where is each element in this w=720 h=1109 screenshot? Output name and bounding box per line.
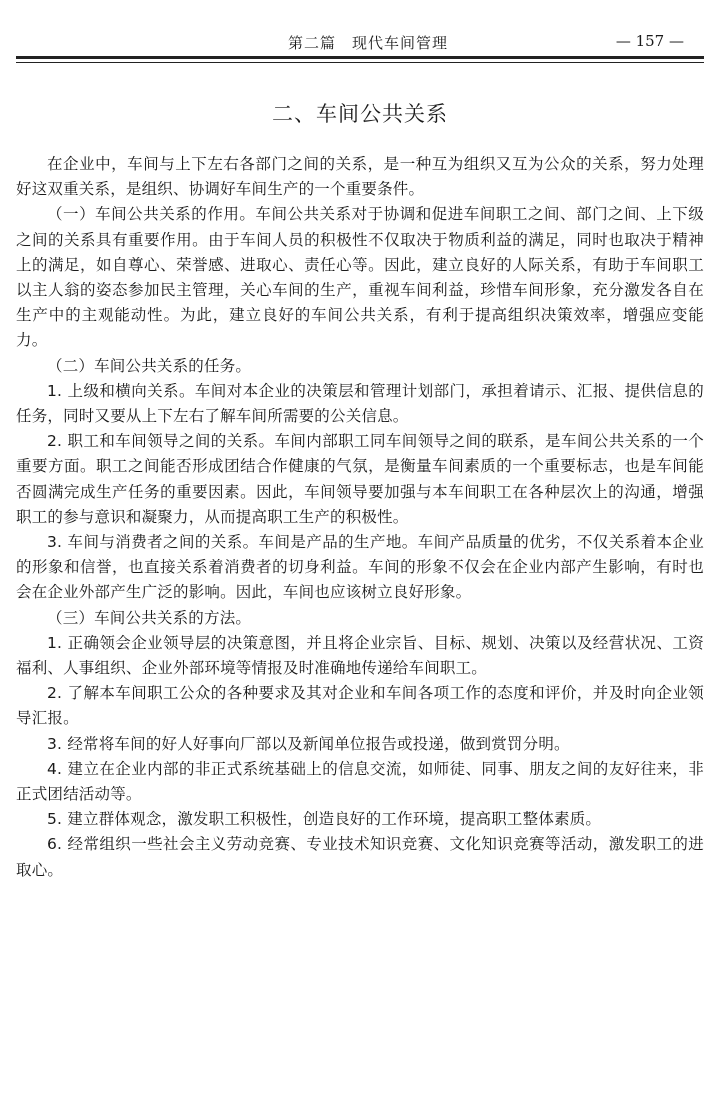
subheading-tasks: （二）车间公共关系的任务。: [47, 356, 252, 375]
paragraph-method-1: 1. 正确领会企业领导层的决策意图，并且将企业宗旨、目标、规划、决策以及经营状况、工资福利、人事组织、企业外部环境等情报及时准确地传递给车间职工。: [16, 633, 704, 678]
running-header: [16, 32, 704, 56]
paragraph-role: （一）车间公共关系的作用。车间公共关系对于协调和促进车间职工之间、部门之间、上下级之间的关系具有重要作用。由于车间人员的积极性不仅取决于物质利益的满足，同时也取决于精神上的满足，如自尊心、荣誉感、进取心、责任心等。因此，建立良好的人际关系，有助于车间职工以主人翁的姿态参加民主管理，关心车间的生产，重视车间利益，珍惜车间形象，充分激发各自在生产中的主观能动性。为此，建立良好的车间公共关系，有利于提高组织决策效率，增强应变能力。: [16, 205, 704, 350]
paragraph-task-2: 2. 职工和车间领导之间的关系。车间内部职工同车间领导之间的联系，是车间公共关系的一个重要方面。职工之间能否形成团结合作健康的气氛，是衡量车间素质的一个重要标志，也是车间能否圆满完成生产任务的重要因素。因此，车间领导要加强与本车间职工在各种层次上的沟通，增强职工的参与意识和凝聚力，从而提高职工生产的积极性。: [16, 432, 704, 526]
paragraph-method-3: 3. 经常将车间的好人好事向厂部以及新闻单位报告或投递，做到赏罚分明。: [47, 734, 570, 753]
header-rule-thin: [16, 62, 704, 63]
paragraph-method-5: 5. 建立群体观念，激发职工积极性，创造良好的工作环境，提高职工整体素质。: [47, 810, 602, 829]
running-header-title: 第二篇 现代车间管理: [288, 34, 449, 52]
paragraph-intro: 在企业中，车间与上下左右各部门之间的关系，是一种互为组织又互为公众的关系，努力处理好这双重关系，是组织、协调好车间生产的一个重要条件。: [16, 155, 704, 199]
paragraph-method-4: 4. 建立在企业内部的非正式系统基础上的信息交流，如师徒、同事、朋友之间的友好往来，非正式团结活动等。: [16, 759, 704, 804]
header-rule-thick: [16, 56, 704, 59]
body-text: [16, 152, 704, 883]
subheading-methods: （三）车间公共关系的方法。: [47, 608, 252, 627]
paragraph-method-2: 2. 了解本车间职工公众的各种要求及其对企业和车间各项工作的态度和评价，并及时向企业领导汇报。: [16, 684, 704, 728]
paragraph-task-3: 3. 车间与消费者之间的关系。车间是产品的生产地。车间产品质量的优劣，不仅关系着本企业的形象和信誉，也直接关系着消费者的切身利益。车间的形象不仅会在企业内部产生影响，有时也会在企业外部产生广泛的影响。因此，车间也应该树立良好形象。: [16, 533, 704, 602]
paragraph-task-1: 1. 上级和横向关系。车间对本企业的决策层和管理计划部门，承担着请示、汇报、提供信息的任务，同时又要从上下左右了解车间所需要的公关信息。: [16, 381, 704, 426]
page-number: — 157 —: [615, 32, 684, 50]
paragraph-method-6: 6. 经常组织一些社会主义劳动竞赛、专业技术知识竞赛、文化知识竞赛等活动，激发职工的进取心。: [16, 835, 704, 879]
section-heading: 二、车间公共关系: [272, 102, 448, 126]
